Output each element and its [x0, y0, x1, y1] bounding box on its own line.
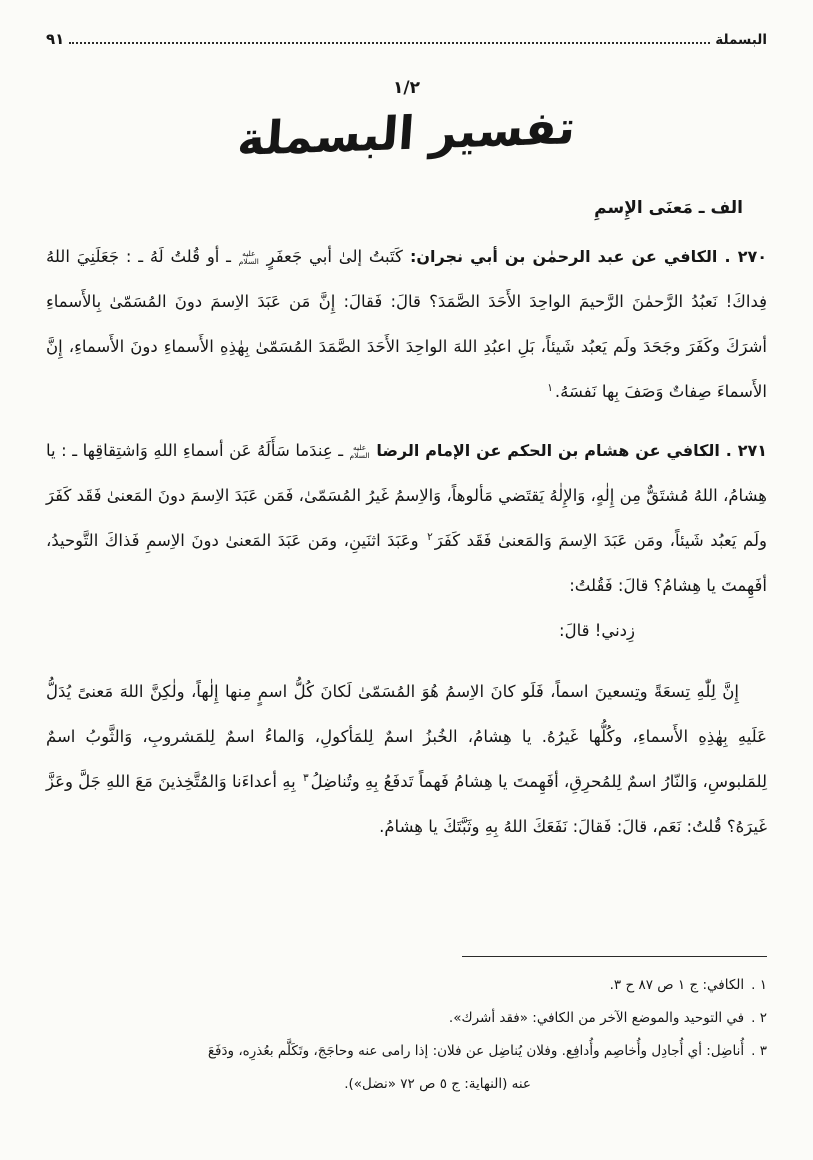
- hadith-271-continuation: [46, 669, 767, 849]
- hadith-271-text-b: وعَبَدَ اثنَينِ، ومَن عَبَدَ المَعنىٰ دونَ الاِسمِ فَذاكَ التَّوحيدُ، أفَهِمتَ يا هِشامُ؟ قالَ: فَقُلتُ:: [46, 531, 767, 595]
- footnote-3: [46, 1035, 767, 1101]
- hadith-271-source: ٢٧١ . الكافي عن هشام بن الحكم عن الإمام الرضا: [370, 441, 768, 460]
- footnote-ref-3: ٣: [302, 772, 309, 784]
- section-heading: الف ـ مَعنَى الإِسمِ: [594, 198, 743, 218]
- footnote-1: [46, 969, 767, 1002]
- footnote-3-marker: ٣ .: [751, 1043, 767, 1059]
- hadith-270-text-b: ـ أو قُلتُ لَهُ ـ : جَعَلَنِيَ اللهُ فِداكَ! نَعبُدُ الرَّحمٰنَ الرَّحيمَ الواحِدَ الأَحَدَ الصَّمَدَ؟ قالَ: فَقالَ: إِنَّ مَن عَبَدَ الاِسمَ دونَ المُسَمّىٰ بِالأَسماءِ أشرَكَ وكَفَرَ وجَحَدَ ولَم يَعبُد شَيئاً، بَلِ اعبُدِ اللهَ الواحِدَ الأَحَدَ الصَّمَدَ المُسَمّىٰ بِهٰذِهِ الأَسماءِ دونَ الأَسماءِ، إِنَّ الأَسماءَ صِفاتٌ وَصَفَ بِها نَفسَهُ.: [46, 247, 767, 401]
- footnote-2-text: في التوحيد والموضع الآخر من الكافي: «فقد أشرك».: [448, 1010, 745, 1026]
- footnote-2-marker: ٢ .: [751, 1010, 767, 1026]
- dot-leader: [69, 40, 710, 44]
- footnotes-separator: [462, 956, 767, 957]
- footnote-2: [46, 1002, 767, 1035]
- alayhi-salam-symbol: عليه السلام: [349, 443, 370, 460]
- footnote-1-text: الكافي: ج ١ ص ٨٧ ح ٣.: [609, 977, 745, 993]
- hadith-271-short-line: زِدني! قالَ:: [559, 621, 635, 640]
- hadith-271-text-a: ـ عِندَما سَأَلَهُ عَن أسماءِ اللهِ وَاشتِقاقِها ـ : يا هِشامُ، اللهُ مُشتَقٌّ مِن إِلٰهٍ، وَالإِلٰهُ يَقتَضي مَألوهاً، وَالاِسمُ غَيرُ المُسَمّىٰ، فَمَن عَبَدَ الاِسمَ دونَ المَعنىٰ فَقَد كَفَرَ ولَم يَعبُد شَيئاً، ومَن عَبَدَ الاِسمَ وَالمَعنىٰ فَقَد كَفَرَ: [46, 441, 767, 550]
- hadith-271: [46, 428, 767, 608]
- footnote-1-marker: ١ .: [751, 977, 767, 993]
- hadith-270: [46, 234, 767, 414]
- chapter-title-calligraphy: تفسير البسملة: [235, 100, 578, 166]
- page-header: [46, 30, 767, 48]
- hadith-270-source: ٢٧٠ . الكافي عن عبد الرحمٰن بن أبي نجران:: [402, 247, 767, 266]
- alayhi-salam-symbol: عليه السلام: [238, 249, 259, 266]
- hadith-271-text-c: إِنَّ لِلّٰهِ تِسعَةً وتِسعينَ اسماً، فَلَو كانَ الاِسمُ هُوَ المُسَمّىٰ لَكانَ كُلُّ اسمٍ مِنها إِلٰهاً، ولٰكِنَّ اللهَ مَعنىً يُدَلُّ عَلَيهِ بِهٰذِهِ الأَسماءِ، وكُلُّها غَيرُهُ. يا هِشامُ، الخُبزُ اسمٌ لِلمَأكولِ، وَالماءُ اسمٌ لِلمَشروبِ، وَالثَّوبُ اسمٌ لِلمَلبوسِ، وَالنّارُ اسمٌ لِلمُحرِقِ، أفَهِمتَ يا هِشامُ فَهماً تَدفَعُ بِهِ وتُناضِلُ: [46, 682, 767, 791]
- hadith-271-text-d: بِهِ أعداءَنا وَالمُتَّخِذينَ مَعَ اللهِ جَلَّ وعَزَّ غَيرَهُ؟ قُلتُ: نَعَم، قالَ: فَقالَ: نَفَعَكَ اللهُ بِهِ وثَبَّتَكَ يا هِشامُ.: [46, 772, 767, 836]
- footnote-ref-2: ٢: [427, 531, 433, 543]
- chapter-number: ١/٢: [393, 78, 420, 98]
- footnote-3-text-line1: أُناضِل: أي أُجادِل وأُخاصِم وأُدافِع. وفلان يُناضِل عن فلان: إذا رامى عنه وحاجَجَ، وتَكَلَّم بعُذرِه، ودَفَعَ: [207, 1043, 745, 1059]
- page-number: ٩١: [46, 30, 65, 48]
- running-title: البسملة: [715, 32, 767, 48]
- footnotes-section: [46, 956, 767, 1101]
- footnote-ref-1: ١: [547, 382, 553, 394]
- hadith-270-text-a: كَتَبتُ إلىٰ أبي جَعفَرٍ: [259, 247, 403, 266]
- footnote-3-text-line2: عنه (النهاية: ج ٥ ص ٧٢ «نضل»).: [344, 1076, 531, 1092]
